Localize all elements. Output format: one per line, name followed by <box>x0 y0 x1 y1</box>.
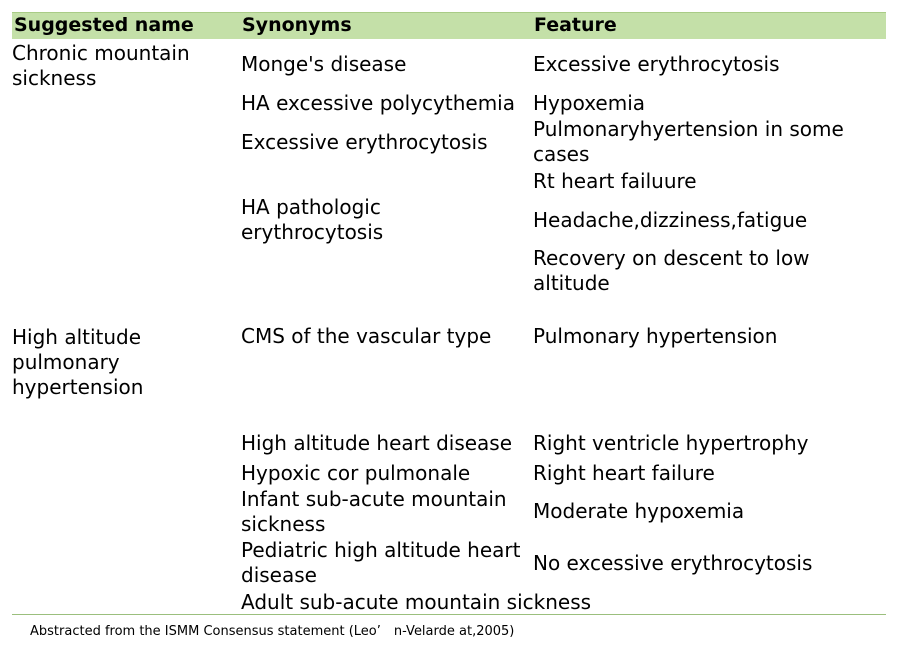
feature-cell: Pulmonary hypertension <box>533 324 778 348</box>
synonym-cell: HA excessive polycythemia <box>241 91 515 115</box>
synonym-cell: Excessive erythrocytosis <box>241 130 488 154</box>
feature-cell: No excessive erythrocytosis <box>533 551 813 575</box>
feature-cell: Rt heart failuure <box>533 169 697 193</box>
feature-cell: Moderate hypoxemia <box>533 499 745 523</box>
table-bottom-rule <box>12 614 886 615</box>
suggested-name-cms: Chronic mountain sickness <box>12 41 190 90</box>
synonym-cell: HA pathologic erythrocytosis <box>241 195 384 244</box>
feature-cell: Right ventricle hypertrophy <box>533 431 809 455</box>
feature-cell: Excessive erythrocytosis <box>533 52 780 76</box>
header-synonyms: Synonyms <box>242 14 352 36</box>
synonym-cell: High altitude heart disease <box>241 431 513 455</box>
synonym-cell: Monge's disease <box>241 52 407 76</box>
synonym-cell: Hypoxic cor pulmonale <box>241 461 471 485</box>
feature-cell: Headache,dizziness,fatigue <box>533 208 808 232</box>
feature-cell: Recovery on descent to low altitude <box>533 246 810 295</box>
suggested-name-hapH: High altitude pulmonary hypertension <box>12 325 144 399</box>
synonym-cell: Infant sub-acute mountain sickness <box>241 487 507 536</box>
synonym-cell: Adult sub-acute mountain sickness <box>241 590 592 614</box>
synonym-cell: Pediatric high altitude heart disease <box>241 538 521 587</box>
feature-cell: Hypoxemia <box>533 91 646 115</box>
feature-cell: Pulmonaryhyertension in some cases <box>533 117 844 166</box>
feature-cell: Right heart failure <box>533 461 715 485</box>
synonym-cell: CMS of the vascular type <box>241 324 492 348</box>
header-feature: Feature <box>534 14 617 36</box>
header-suggested-name: Suggested name <box>14 14 194 36</box>
footnote: Abstracted from the ISMM Consensus statement (Leo’ n-Velarde at,2005) <box>30 624 515 639</box>
